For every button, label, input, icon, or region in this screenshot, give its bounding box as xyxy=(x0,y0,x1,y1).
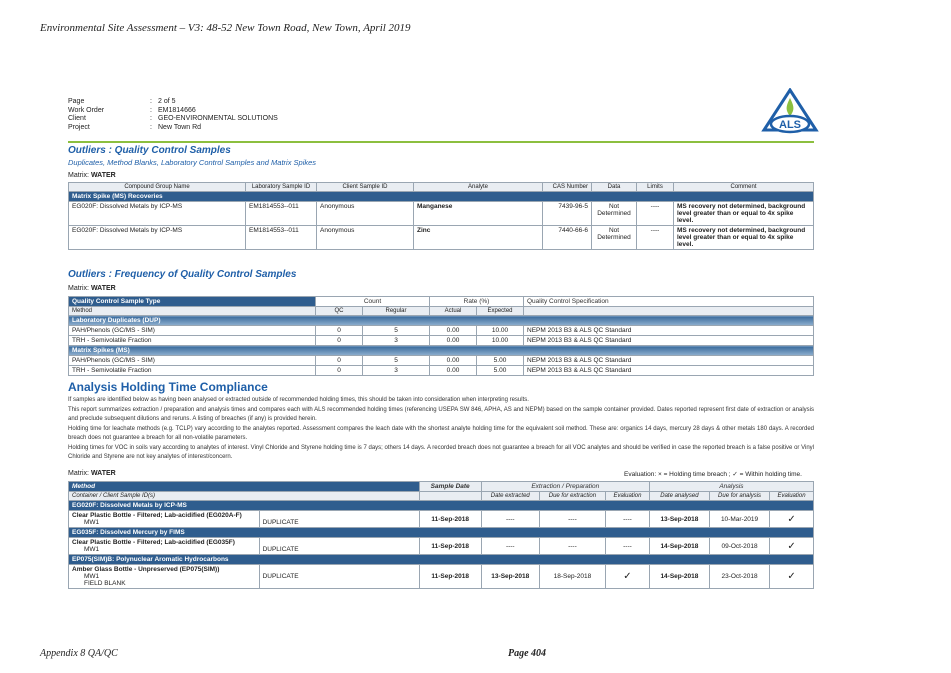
cell-duplicate: DUPLICATE xyxy=(259,565,419,589)
holding-paragraph-2: This report summarizes extraction / preparation and analysis times and compares each with ALS recommended holding times (referencing USEPA SW 846, APHA, AS and NEPM) based on the sample container provided. Dates reported represent first date of extraction or analysis and preclude subsequent dilutions and reruns. A listing of breaches (if any) is provided herein. xyxy=(68,407,814,422)
table-header-row xyxy=(69,482,814,492)
cell-regular: 3 xyxy=(363,336,430,346)
table-band-row xyxy=(69,528,814,538)
band-label: EG035F: Dissolved Mercury by FIMS xyxy=(69,528,814,538)
cell-regular: 3 xyxy=(363,366,430,376)
col-comment: Comment xyxy=(674,183,814,192)
col-analyte: Analyte xyxy=(414,183,543,192)
band-label: EG020F: Dissolved Metals by ICP-MS xyxy=(69,501,814,511)
cell-spec: NEPM 2013 B3 & ALS QC Standard xyxy=(524,326,814,336)
col-sample-date-blank xyxy=(419,492,481,501)
cell-due-extraction: ---- xyxy=(539,511,605,528)
cell-method: PAH/Phenols (GC/MS - SIM) xyxy=(69,356,316,366)
table-subheader-row xyxy=(69,307,814,316)
header-rule xyxy=(68,141,814,143)
col-method: Method xyxy=(69,482,420,492)
evaluation-legend: Evaluation: × = Holding time breach ; ✓ = Within holding time. xyxy=(624,471,802,478)
cell-data: Not Determined xyxy=(592,226,637,250)
table-row xyxy=(69,366,814,376)
holding-paragraph-1: If samples are identified below as having been analysed or extracted outside of recommended holding times, this should be taken into consideration when interpreting results. xyxy=(68,397,529,403)
cell-comment: MS recovery not determined, background level greater than or equal to 4x spike level. xyxy=(674,202,814,226)
check-icon: ✓ xyxy=(606,565,650,589)
table-header-row xyxy=(69,183,814,192)
cell-sample-date: 11-Sep-2018 xyxy=(419,511,481,528)
meta-page-label: Page xyxy=(68,98,85,105)
holding-time-table xyxy=(68,481,814,589)
cell-actual: 0.00 xyxy=(430,326,477,336)
matrix-label: Matrix: xyxy=(68,470,89,477)
meta-work-order-label: Work Order xyxy=(68,106,105,114)
matrix-value: WATER xyxy=(90,470,116,477)
col-evaluation-2: Evaluation xyxy=(770,492,814,501)
cell-regular: 5 xyxy=(363,356,430,366)
cell-date-extracted: ---- xyxy=(481,538,539,555)
cell-sample-date: 11-Sep-2018 xyxy=(419,538,481,555)
cell-due-extraction: ---- xyxy=(539,538,605,555)
cell-limits: ---- xyxy=(637,202,674,226)
cell-due-analysis: 23-Oct-2018 xyxy=(709,565,769,589)
cell-expected: 5.00 xyxy=(477,356,524,366)
cell-date-analysed: 13-Sep-2018 xyxy=(649,511,709,528)
cell-group: EG020F: Dissolved Metals by ICP-MS xyxy=(69,202,246,226)
cell-method: TRH - Semivolatile Fraction xyxy=(69,366,316,376)
table-subheader-row xyxy=(69,492,814,501)
cell-actual: 0.00 xyxy=(430,336,477,346)
col-data: Data xyxy=(592,183,637,192)
meta-project-label: Project xyxy=(68,123,90,131)
meta-client-label: Client xyxy=(68,115,86,123)
page-footer-left: Appendix 8 QA/QC xyxy=(40,648,118,659)
cell-cas: 7440-66-6 xyxy=(543,226,592,250)
cell-qc: 0 xyxy=(316,356,363,366)
cell-spec: NEPM 2013 B3 & ALS QC Standard xyxy=(524,356,814,366)
container-label: Clear Plastic Bottle - Filtered; Lab-acidified (EG020A-F) xyxy=(72,512,242,519)
col-extraction-prep: Extraction / Preparation xyxy=(481,482,649,492)
outliers-qc-title: Outliers : Quality Control Samples xyxy=(68,145,231,156)
table-band-row xyxy=(69,555,814,565)
col-rate: Rate (%) xyxy=(430,297,524,307)
table-band-row xyxy=(69,316,814,326)
cell-lab-id: EM1814553--011 xyxy=(246,226,317,250)
col-regular: Regular xyxy=(363,307,430,316)
table-row xyxy=(69,538,814,555)
cell-analyte: Manganese xyxy=(414,202,543,226)
cell-limits: ---- xyxy=(637,226,674,250)
band-label: Laboratory Duplicates (DUP) xyxy=(69,316,814,326)
cell-lab-id: EM1814553--011 xyxy=(246,202,317,226)
cell-method: TRH - Semivolatile Fraction xyxy=(69,336,316,346)
table-row xyxy=(69,356,814,366)
qc-frequency-table xyxy=(68,296,814,376)
cell-date-analysed: 14-Sep-2018 xyxy=(649,565,709,589)
col-container: Container / Client Sample ID(s) xyxy=(69,492,420,501)
cell-qc: 0 xyxy=(316,366,363,376)
cell-actual: 0.00 xyxy=(430,366,477,376)
container-label: Amber Glass Bottle - Unpreserved (EP075(SIM)) xyxy=(72,566,220,573)
matrix-value: WATER xyxy=(90,172,116,179)
cell-method: PAH/Phenols (GC/MS - SIM) xyxy=(69,326,316,336)
holding-matrix xyxy=(68,470,116,477)
meta-client-value: GEO-ENVIRONMENTAL SOLUTIONS xyxy=(158,115,278,123)
check-icon: ✓ xyxy=(770,511,814,528)
cell-data: Not Determined xyxy=(592,202,637,226)
table-band-row xyxy=(69,346,814,356)
cell-container xyxy=(69,565,260,589)
cell-due-analysis: 10-Mar-2019 xyxy=(709,511,769,528)
cell-container xyxy=(69,511,260,528)
table-band-row xyxy=(69,192,814,202)
col-sample-date: Sample Date xyxy=(419,482,481,492)
cell-due-extraction: 18-Sep-2018 xyxy=(539,565,605,589)
col-due-analysis: Due for analysis xyxy=(709,492,769,501)
cell-analyte: Zinc xyxy=(414,226,543,250)
outliers-qc-matrix xyxy=(68,172,116,179)
page-header: Environmental Site Assessment – V3: 48-52 New Town Road, New Town, April 2019 xyxy=(40,22,411,34)
band-label: EP075(SIM)B: Polynuclear Aromatic Hydrocarbons xyxy=(69,555,814,565)
check-icon: ✓ xyxy=(770,565,814,589)
table-row xyxy=(69,511,814,528)
col-date-extracted: Date extracted xyxy=(481,492,539,501)
als-logo xyxy=(760,88,820,136)
matrix-label: Matrix: xyxy=(68,172,89,179)
table-row xyxy=(69,202,814,226)
table-row xyxy=(69,226,814,250)
cell-client-id: Anonymous xyxy=(317,226,414,250)
cell-date-analysed: 14-Sep-2018 xyxy=(649,538,709,555)
col-count: Count xyxy=(316,297,430,307)
holding-paragraph-3: Holding time for leachate methods (e.g. TCLP) vary according to the analytes reported. Assessment compares the leach date with the shortest analyte holding time for the equivalent soil method. These are: organics 14 days, mercury 28 days & other metals 180 days. A recorded breach does not guarantee a breach for all non-volatile parameters. xyxy=(68,426,814,441)
col-evaluation: Evaluation xyxy=(606,492,650,501)
meta-project-value: New Town Rd xyxy=(158,123,202,131)
outliers-qc-subtitle: Duplicates, Method Blanks, Laboratory Control Samples and Matrix Spikes xyxy=(68,158,317,167)
col-expected: Expected xyxy=(477,307,524,316)
cell-client-id: Anonymous xyxy=(317,202,414,226)
holding-time-title: Analysis Holding Time Compliance xyxy=(68,380,268,394)
cell-qc: 0 xyxy=(316,326,363,336)
table-header-row xyxy=(69,297,814,307)
cell-spec: NEPM 2013 B3 & ALS QC Standard xyxy=(524,366,814,376)
col-date-analysed: Date analysed xyxy=(649,492,709,501)
col-actual: Actual xyxy=(430,307,477,316)
cell-actual: 0.00 xyxy=(430,356,477,366)
holding-paragraph-4: Holding times for VOC in soils vary according to analytes of interest. Vinyl Chloride and Styrene holding time is 7 days; others 14 days. A recorded breach does not guarantee a breach for all VOC analytes and should be verified in case the reported breach is a false positive or Vinyl Chloride and Styrene are not key analytes of interest/concern. xyxy=(68,445,814,460)
sample-id: MW1 xyxy=(84,519,100,526)
sample-id: MW1 xyxy=(84,546,100,553)
table-band-row xyxy=(69,501,814,511)
logo-text: ALS xyxy=(779,119,801,131)
col-analysis: Analysis xyxy=(649,482,813,492)
table-row xyxy=(69,326,814,336)
cell-duplicate: DUPLICATE xyxy=(259,511,419,528)
check-icon: ✓ xyxy=(770,538,814,555)
col-cas-number: CAS Number xyxy=(543,183,592,192)
table-row xyxy=(69,336,814,346)
cell-date-extracted: ---- xyxy=(481,511,539,528)
cell-sample-date: 11-Sep-2018 xyxy=(419,565,481,589)
cell-qc: 0 xyxy=(316,336,363,346)
cell-due-analysis: 09-Oct-2018 xyxy=(709,538,769,555)
cell-date-extracted: 13-Sep-2018 xyxy=(481,565,539,589)
qc-outliers-table xyxy=(68,182,814,250)
matrix-label: Matrix: xyxy=(68,285,89,292)
col-spec-blank xyxy=(524,307,814,316)
col-qc-spec: Quality Control Specification xyxy=(524,297,814,307)
col-client-sample-id: Client Sample ID xyxy=(317,183,414,192)
page-footer-right: Page 404 xyxy=(508,648,547,659)
col-method: Method xyxy=(69,307,316,316)
cell-spec: NEPM 2013 B3 & ALS QC Standard xyxy=(524,336,814,346)
matrix-value: WATER xyxy=(90,285,116,292)
cell-regular: 5 xyxy=(363,326,430,336)
cell-comment: MS recovery not determined, background level greater than or equal to 4x spike level. xyxy=(674,226,814,250)
cell-expected: 10.00 xyxy=(477,326,524,336)
band-label: Matrix Spikes (MS) xyxy=(69,346,814,356)
col-limits: Limits xyxy=(637,183,674,192)
sample-id: MW1 xyxy=(84,573,100,580)
cell-cas: 7439-96-5 xyxy=(543,202,592,226)
cell-expected: 5.00 xyxy=(477,366,524,376)
sample-id: FIELD BLANK xyxy=(84,580,126,587)
cell-evaluation: ---- xyxy=(606,538,650,555)
col-due-extraction: Due for extraction xyxy=(539,492,605,501)
outliers-freq-matrix xyxy=(68,285,116,292)
cell-expected: 10.00 xyxy=(477,336,524,346)
col-qc-sample-type: Quality Control Sample Type xyxy=(69,297,316,307)
col-qc: QC xyxy=(316,307,363,316)
outliers-freq-title: Outliers : Frequency of Quality Control Samples xyxy=(68,269,297,280)
meta-page-value: 2 of 5 xyxy=(158,98,176,105)
band-label: Matrix Spike (MS) Recoveries xyxy=(69,192,814,202)
cell-container xyxy=(69,538,260,555)
meta-work-order-value: EM1814666 xyxy=(158,106,196,114)
cell-group: EG020F: Dissolved Metals by ICP-MS xyxy=(69,226,246,250)
cell-evaluation: ---- xyxy=(606,511,650,528)
table-row xyxy=(69,565,814,589)
container-label: Clear Plastic Bottle - Filtered; Lab-acidified (EG035F) xyxy=(72,539,235,546)
cell-duplicate: DUPLICATE xyxy=(259,538,419,555)
report-meta: Page : 2 of 5 Work Order : EM1814666 Client : GEO-ENVIRONMENTAL SOLUTIONS Project : New Town Rd xyxy=(68,98,278,131)
col-lab-sample-id: Laboratory Sample ID xyxy=(246,183,317,192)
col-compound-group: Compound Group Name xyxy=(69,183,246,192)
